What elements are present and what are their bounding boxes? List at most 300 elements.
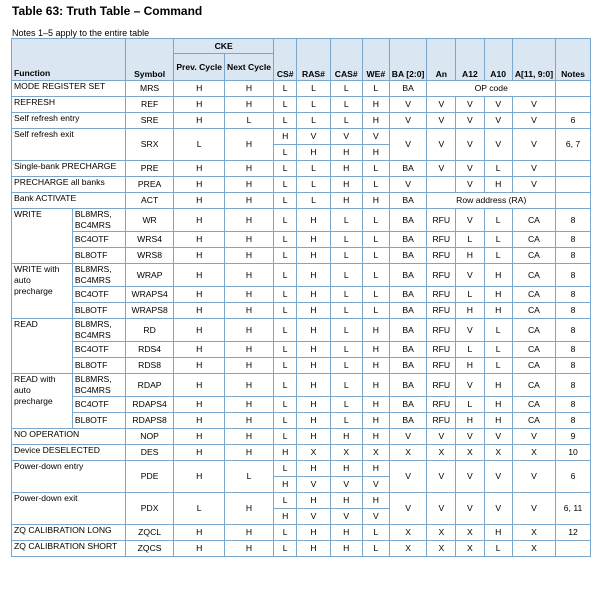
we-cell: L bbox=[362, 232, 389, 248]
symbol-cell: RDS8 bbox=[125, 358, 173, 374]
cke-next-cell: H bbox=[225, 397, 274, 413]
an-cell: RFU bbox=[427, 397, 456, 413]
cas-cell: L bbox=[330, 232, 362, 248]
we-cell: H bbox=[362, 145, 389, 161]
burst-mode-cell: BC4OTF bbox=[72, 232, 125, 248]
symbol-cell: RDAP bbox=[125, 374, 173, 397]
an-cell: X bbox=[427, 525, 456, 541]
cke-next-cell: H bbox=[225, 177, 274, 193]
ba-cell: BA bbox=[389, 248, 427, 264]
ba-cell: BA bbox=[389, 319, 427, 342]
header-cke: CKE bbox=[174, 39, 274, 54]
cas-cell: L bbox=[330, 319, 362, 342]
function-cell: PRECHARGE all banks bbox=[12, 177, 126, 193]
a11-cell: CA bbox=[512, 287, 555, 303]
header-ba: BA [2:0] bbox=[389, 39, 427, 81]
ras-cell: H bbox=[297, 248, 330, 264]
an-cell: RFU bbox=[427, 232, 456, 248]
an-cell: V bbox=[427, 161, 456, 177]
cke-next-cell: H bbox=[225, 525, 274, 541]
a11-cell: CA bbox=[512, 303, 555, 319]
header-a12: A12 bbox=[456, 39, 484, 81]
ras-cell: H bbox=[297, 358, 330, 374]
cke-prev-cell: H bbox=[174, 303, 225, 319]
cke-prev-cell: H bbox=[174, 209, 225, 232]
symbol-cell: RDS4 bbox=[125, 342, 173, 358]
cke-next-cell: H bbox=[225, 209, 274, 232]
function-cell: Single-bank PRECHARGE bbox=[12, 161, 126, 177]
symbol-cell: WRS4 bbox=[125, 232, 173, 248]
ras-cell: H bbox=[297, 493, 330, 509]
a10-cell: L bbox=[484, 342, 512, 358]
table-row bbox=[12, 358, 591, 374]
cas-cell: L bbox=[330, 113, 362, 129]
an-cell: V bbox=[427, 113, 456, 129]
ba-cell: X bbox=[389, 445, 427, 461]
cs-cell: L bbox=[274, 319, 297, 342]
cke-next-cell: L bbox=[225, 461, 274, 493]
burst-mode-cell: BC4OTF bbox=[72, 397, 125, 413]
notes-cell: 8 bbox=[556, 303, 591, 319]
cas-cell: H bbox=[330, 145, 362, 161]
symbol-cell: RDAPS4 bbox=[125, 397, 173, 413]
ras-cell: L bbox=[297, 81, 330, 97]
a10-cell: V bbox=[484, 493, 512, 525]
ras-cell: L bbox=[297, 113, 330, 129]
table-title: Table 63: Truth Table – Command bbox=[12, 4, 203, 18]
we-cell: H bbox=[362, 429, 389, 445]
table-row bbox=[12, 303, 591, 319]
we-cell: H bbox=[362, 397, 389, 413]
burst-mode-cell: BL8MRS, BC4MRS bbox=[72, 209, 125, 232]
cs-cell: L bbox=[274, 525, 297, 541]
burst-mode-cell: BC4OTF bbox=[72, 287, 125, 303]
ras-cell: V bbox=[297, 477, 330, 493]
a10-cell: H bbox=[484, 374, 512, 397]
a12-cell: H bbox=[456, 358, 484, 374]
symbol-cell: PDE bbox=[125, 461, 173, 493]
symbol-cell: SRX bbox=[125, 129, 173, 161]
cs-cell: H bbox=[274, 477, 297, 493]
cke-next-cell: H bbox=[225, 232, 274, 248]
we-cell: L bbox=[362, 177, 389, 193]
cas-cell: V bbox=[330, 129, 362, 145]
function-cell: ZQ CALIBRATION LONG bbox=[12, 525, 126, 541]
cke-next-cell: H bbox=[225, 97, 274, 113]
table-row bbox=[12, 287, 591, 303]
we-cell: H bbox=[362, 193, 389, 209]
ba-cell: V bbox=[389, 129, 427, 161]
cke-prev-cell: H bbox=[174, 374, 225, 397]
cke-next-cell: H bbox=[225, 319, 274, 342]
cs-cell: H bbox=[274, 445, 297, 461]
cs-cell: L bbox=[274, 429, 297, 445]
function-cell: MODE REGISTER SET bbox=[12, 81, 126, 97]
table-row bbox=[12, 232, 591, 248]
a10-cell: H bbox=[484, 177, 512, 193]
function-cell: WRITE bbox=[12, 209, 73, 264]
table-row bbox=[12, 193, 591, 209]
a12-cell: L bbox=[456, 232, 484, 248]
cke-prev-cell: H bbox=[174, 342, 225, 358]
a12-cell: V bbox=[456, 374, 484, 397]
a11-cell: CA bbox=[512, 319, 555, 342]
table-row bbox=[12, 319, 591, 342]
a11-cell: CA bbox=[512, 209, 555, 232]
notes-cell: 8 bbox=[556, 287, 591, 303]
a10-cell: L bbox=[484, 358, 512, 374]
notes-cell: 12 bbox=[556, 525, 591, 541]
header-cas: CAS# bbox=[330, 39, 362, 81]
symbol-cell: WRS8 bbox=[125, 248, 173, 264]
ba-cell: BA bbox=[389, 374, 427, 397]
table-row bbox=[12, 493, 591, 509]
notes-cell: 6, 11 bbox=[556, 493, 591, 525]
notes-cell bbox=[556, 97, 591, 113]
an-cell: RFU bbox=[427, 264, 456, 287]
cke-prev-cell: H bbox=[174, 287, 225, 303]
function-cell: READ bbox=[12, 319, 73, 374]
cke-prev-cell: L bbox=[174, 129, 225, 161]
cas-cell: L bbox=[330, 413, 362, 429]
cs-cell: L bbox=[274, 209, 297, 232]
notes-cell: 6 bbox=[556, 113, 591, 129]
symbol-cell: DES bbox=[125, 445, 173, 461]
ba-cell: BA bbox=[389, 358, 427, 374]
ras-cell: H bbox=[297, 541, 330, 557]
notes-cell bbox=[556, 161, 591, 177]
burst-mode-cell: BL8OTF bbox=[72, 303, 125, 319]
symbol-cell: WRAP bbox=[125, 264, 173, 287]
notes-cell: 8 bbox=[556, 209, 591, 232]
cas-cell: H bbox=[330, 541, 362, 557]
an-cell: V bbox=[427, 429, 456, 445]
an-cell: RFU bbox=[427, 209, 456, 232]
ras-cell: H bbox=[297, 525, 330, 541]
ras-cell: H bbox=[297, 374, 330, 397]
a11-cell: V bbox=[512, 129, 555, 161]
header-symbol: Symbol bbox=[125, 39, 173, 81]
a10-cell: L bbox=[484, 541, 512, 557]
notes-cell bbox=[556, 193, 591, 209]
we-cell: H bbox=[362, 97, 389, 113]
ba-cell: X bbox=[389, 541, 427, 557]
cs-cell: L bbox=[274, 145, 297, 161]
ras-cell: X bbox=[297, 445, 330, 461]
notes-cell: 8 bbox=[556, 374, 591, 397]
symbol-cell: ZQCS bbox=[125, 541, 173, 557]
a12-cell: L bbox=[456, 397, 484, 413]
we-cell: L bbox=[362, 161, 389, 177]
table-row bbox=[12, 342, 591, 358]
cke-next-cell: H bbox=[225, 541, 274, 557]
cas-cell: L bbox=[330, 209, 362, 232]
cas-cell: H bbox=[330, 161, 362, 177]
table-row bbox=[12, 209, 591, 232]
table-row bbox=[12, 525, 591, 541]
cas-cell: H bbox=[330, 525, 362, 541]
ras-cell: H bbox=[297, 461, 330, 477]
cs-cell: L bbox=[274, 81, 297, 97]
notes-cell: 8 bbox=[556, 248, 591, 264]
a12-cell: V bbox=[456, 209, 484, 232]
cke-prev-cell: H bbox=[174, 81, 225, 97]
a12-cell: V bbox=[456, 113, 484, 129]
cas-cell: L bbox=[330, 358, 362, 374]
a11-cell: CA bbox=[512, 232, 555, 248]
a10-cell: H bbox=[484, 287, 512, 303]
function-cell: Device DESELECTED bbox=[12, 445, 126, 461]
table-row bbox=[12, 81, 591, 97]
a11-cell: V bbox=[512, 429, 555, 445]
a11-cell: CA bbox=[512, 342, 555, 358]
cs-cell: L bbox=[274, 374, 297, 397]
notes-cell: 8 bbox=[556, 358, 591, 374]
function-cell: READ with auto precharge bbox=[12, 374, 73, 429]
an-cell: RFU bbox=[427, 358, 456, 374]
a12-cell: V bbox=[456, 429, 484, 445]
burst-mode-cell: BL8MRS, BC4MRS bbox=[72, 264, 125, 287]
cas-cell: L bbox=[330, 374, 362, 397]
a11-cell: V bbox=[512, 493, 555, 525]
cke-prev-cell: H bbox=[174, 177, 225, 193]
cke-prev-cell: H bbox=[174, 445, 225, 461]
cke-prev-cell: H bbox=[174, 413, 225, 429]
notes-cell bbox=[556, 541, 591, 557]
a10-cell: X bbox=[484, 445, 512, 461]
we-cell: H bbox=[362, 342, 389, 358]
we-cell: L bbox=[362, 81, 389, 97]
an-cell: RFU bbox=[427, 342, 456, 358]
function-cell: REFRESH bbox=[12, 97, 126, 113]
ras-cell: H bbox=[297, 209, 330, 232]
ras-cell: V bbox=[297, 509, 330, 525]
symbol-cell: PREA bbox=[125, 177, 173, 193]
a10-cell: H bbox=[484, 264, 512, 287]
cke-prev-cell: H bbox=[174, 358, 225, 374]
a11-cell: CA bbox=[512, 264, 555, 287]
notes-cell: 10 bbox=[556, 445, 591, 461]
a10-cell: L bbox=[484, 161, 512, 177]
function-cell: Self refresh exit bbox=[12, 129, 126, 161]
ba-cell: BA bbox=[389, 232, 427, 248]
cas-cell: L bbox=[330, 303, 362, 319]
an-cell: RFU bbox=[427, 319, 456, 342]
cke-next-cell: H bbox=[225, 287, 274, 303]
we-cell: H bbox=[362, 461, 389, 477]
header-ras: RAS# bbox=[297, 39, 330, 81]
cke-prev-cell: H bbox=[174, 232, 225, 248]
cas-cell: H bbox=[330, 177, 362, 193]
ba-cell: BA bbox=[389, 342, 427, 358]
ras-cell: L bbox=[297, 193, 330, 209]
table-row bbox=[12, 461, 591, 477]
an-cell bbox=[427, 177, 456, 193]
table-row bbox=[12, 129, 591, 145]
cs-cell: L bbox=[274, 161, 297, 177]
header-an: An bbox=[427, 39, 456, 81]
ba-cell: BA bbox=[389, 81, 427, 97]
we-cell: L bbox=[362, 264, 389, 287]
ras-cell: V bbox=[297, 129, 330, 145]
table-note: Notes 1–5 apply to the entire table bbox=[12, 28, 150, 38]
ba-cell: BA bbox=[389, 413, 427, 429]
cke-next-cell: L bbox=[225, 113, 274, 129]
cs-cell: L bbox=[274, 358, 297, 374]
cke-next-cell: H bbox=[225, 264, 274, 287]
table-row bbox=[12, 397, 591, 413]
a12-cell: L bbox=[456, 287, 484, 303]
an-cell: RFU bbox=[427, 303, 456, 319]
a11-cell: CA bbox=[512, 397, 555, 413]
a11-cell: V bbox=[512, 177, 555, 193]
a12-cell: V bbox=[456, 461, 484, 493]
symbol-cell: MRS bbox=[125, 81, 173, 97]
a10-cell: V bbox=[484, 129, 512, 161]
an-cell: X bbox=[427, 445, 456, 461]
cke-next-cell: H bbox=[225, 493, 274, 525]
cs-cell: H bbox=[274, 509, 297, 525]
cke-prev-cell: H bbox=[174, 193, 225, 209]
a10-cell: V bbox=[484, 113, 512, 129]
cs-cell: L bbox=[274, 97, 297, 113]
cke-prev-cell: H bbox=[174, 525, 225, 541]
notes-cell: 8 bbox=[556, 413, 591, 429]
a11-cell: X bbox=[512, 541, 555, 557]
a12-cell: H bbox=[456, 248, 484, 264]
header-cs: CS# bbox=[274, 39, 297, 81]
ba-cell: BA bbox=[389, 264, 427, 287]
cs-cell: L bbox=[274, 303, 297, 319]
a11-cell: V bbox=[512, 113, 555, 129]
cke-next-cell: H bbox=[225, 193, 274, 209]
cas-cell: L bbox=[330, 97, 362, 113]
table-row bbox=[12, 445, 591, 461]
we-cell: V bbox=[362, 129, 389, 145]
a11-cell: V bbox=[512, 97, 555, 113]
notes-cell: 8 bbox=[556, 397, 591, 413]
cke-next-cell: H bbox=[225, 161, 274, 177]
an-cell: V bbox=[427, 461, 456, 493]
table-row bbox=[12, 264, 591, 287]
an-cell: V bbox=[427, 493, 456, 525]
ba-cell: BA bbox=[389, 193, 427, 209]
cke-next-cell: H bbox=[225, 129, 274, 161]
header-prev-cycle: Prev. Cycle bbox=[174, 54, 225, 81]
burst-mode-cell: BL8OTF bbox=[72, 248, 125, 264]
notes-cell: 6 bbox=[556, 461, 591, 493]
a12-cell: V bbox=[456, 319, 484, 342]
cs-cell: L bbox=[274, 193, 297, 209]
a12-cell: L bbox=[456, 342, 484, 358]
symbol-cell: WRAPS4 bbox=[125, 287, 173, 303]
cas-cell: L bbox=[330, 248, 362, 264]
symbol-cell: ACT bbox=[125, 193, 173, 209]
burst-mode-cell: BC4OTF bbox=[72, 342, 125, 358]
we-cell: V bbox=[362, 509, 389, 525]
header-next-cycle: Next Cycle bbox=[225, 54, 274, 81]
function-cell: Power-down exit bbox=[12, 493, 126, 525]
we-cell: H bbox=[362, 319, 389, 342]
cke-prev-cell: H bbox=[174, 97, 225, 113]
an-cell: V bbox=[427, 97, 456, 113]
cke-prev-cell: H bbox=[174, 429, 225, 445]
we-cell: L bbox=[362, 209, 389, 232]
ras-cell: H bbox=[297, 342, 330, 358]
we-cell: L bbox=[362, 287, 389, 303]
a10-cell: L bbox=[484, 232, 512, 248]
notes-cell: 8 bbox=[556, 232, 591, 248]
we-cell: H bbox=[362, 358, 389, 374]
cke-prev-cell: H bbox=[174, 319, 225, 342]
ba-cell: BA bbox=[389, 397, 427, 413]
cke-prev-cell: H bbox=[174, 264, 225, 287]
a12-cell: V bbox=[456, 177, 484, 193]
an-cell: X bbox=[427, 541, 456, 557]
cas-cell: V bbox=[330, 477, 362, 493]
we-cell: L bbox=[362, 541, 389, 557]
cas-cell: L bbox=[330, 81, 362, 97]
ba-cell: V bbox=[389, 461, 427, 493]
cas-cell: L bbox=[330, 397, 362, 413]
a12-cell: H bbox=[456, 413, 484, 429]
notes-cell: 6, 7 bbox=[556, 129, 591, 161]
cas-cell: X bbox=[330, 445, 362, 461]
cke-prev-cell: H bbox=[174, 397, 225, 413]
symbol-cell: RDAPS8 bbox=[125, 413, 173, 429]
cs-cell: L bbox=[274, 493, 297, 509]
symbol-cell: SRE bbox=[125, 113, 173, 129]
ras-cell: H bbox=[297, 429, 330, 445]
cas-cell: H bbox=[330, 193, 362, 209]
cke-prev-cell: H bbox=[174, 113, 225, 129]
we-cell: H bbox=[362, 374, 389, 397]
an-cell: RFU bbox=[427, 374, 456, 397]
a12-cell: V bbox=[456, 161, 484, 177]
cas-cell: L bbox=[330, 287, 362, 303]
ba-cell: V bbox=[389, 97, 427, 113]
notes-cell: 8 bbox=[556, 319, 591, 342]
a11-cell: X bbox=[512, 525, 555, 541]
function-cell: Power-down entry bbox=[12, 461, 126, 493]
header-notes: Notes bbox=[556, 39, 591, 81]
we-cell: L bbox=[362, 525, 389, 541]
function-cell: Bank ACTIVATE bbox=[12, 193, 126, 209]
we-cell: L bbox=[362, 248, 389, 264]
a10-cell: L bbox=[484, 319, 512, 342]
a10-cell: V bbox=[484, 97, 512, 113]
a10-cell: V bbox=[484, 461, 512, 493]
table-row bbox=[12, 161, 591, 177]
a10-cell: V bbox=[484, 429, 512, 445]
burst-mode-cell: BL8OTF bbox=[72, 358, 125, 374]
an-cell: RFU bbox=[427, 287, 456, 303]
symbol-cell: PDX bbox=[125, 493, 173, 525]
cs-cell: L bbox=[274, 232, 297, 248]
a11-cell: V bbox=[512, 461, 555, 493]
ras-cell: H bbox=[297, 303, 330, 319]
notes-cell bbox=[556, 177, 591, 193]
notes-cell: 8 bbox=[556, 342, 591, 358]
a10-cell: H bbox=[484, 525, 512, 541]
a12-cell: V bbox=[456, 493, 484, 525]
ba-cell: V bbox=[389, 113, 427, 129]
cke-prev-cell: H bbox=[174, 461, 225, 493]
a11-cell: CA bbox=[512, 413, 555, 429]
an-cell: RFU bbox=[427, 248, 456, 264]
cs-cell: L bbox=[274, 413, 297, 429]
cs-cell: L bbox=[274, 113, 297, 129]
